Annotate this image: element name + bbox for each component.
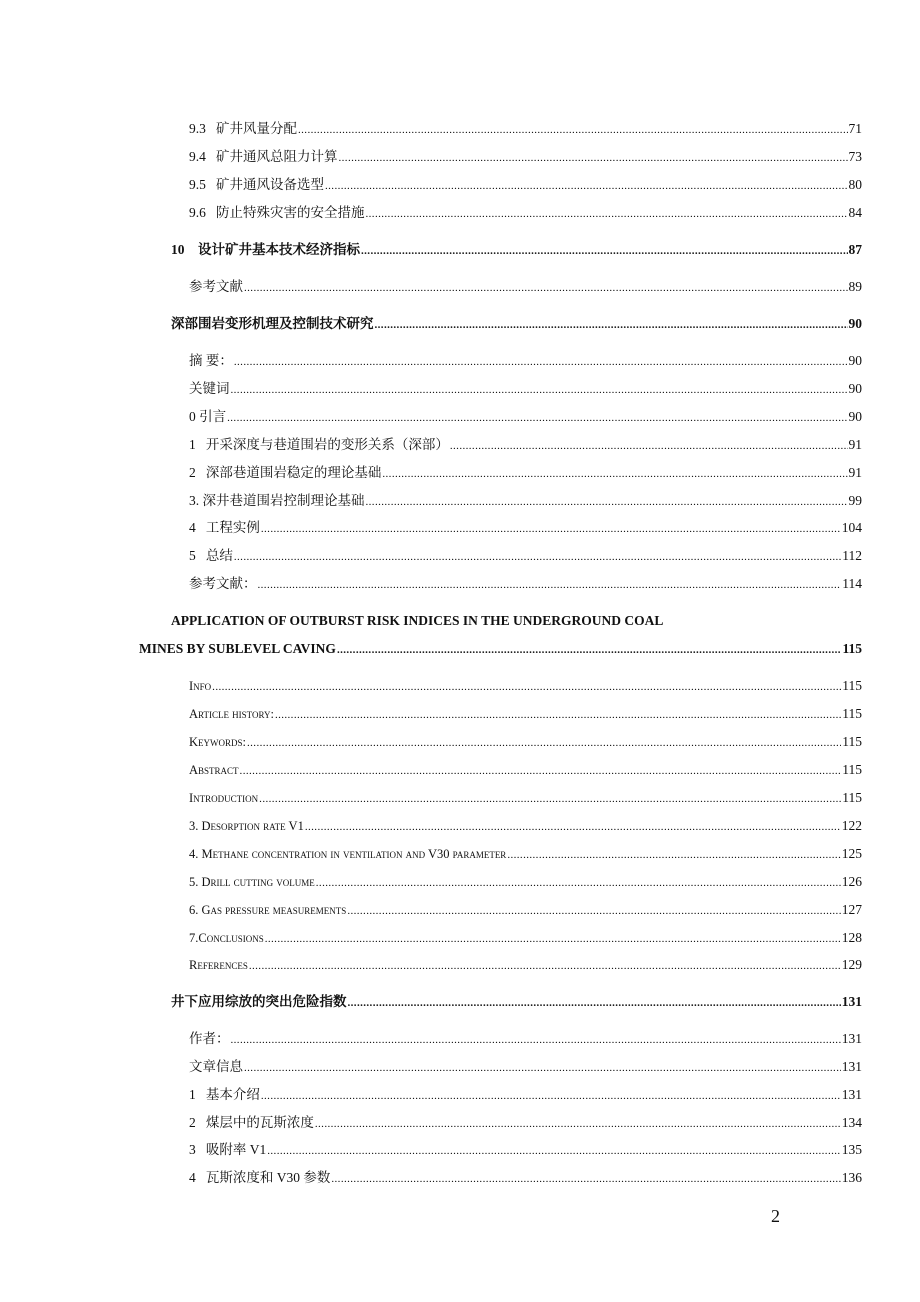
toc-leader-dots (450, 437, 848, 454)
toc-leader-dots (305, 818, 841, 835)
toc-entry-number: 9.6 (189, 205, 206, 220)
toc-entry[interactable] (189, 520, 862, 537)
toc-entry-title: Info (189, 679, 212, 693)
toc-entry-title: 深部巷道围岩稳定的理论基础 (205, 465, 382, 480)
toc-leader-dots (298, 121, 848, 138)
toc-entry-title: 煤层中的瓦斯浓度 (205, 1115, 314, 1130)
toc-entry[interactable] (189, 957, 862, 974)
toc-entry[interactable] (189, 1115, 862, 1132)
toc-leader-dots (507, 846, 840, 863)
toc-entry[interactable] (189, 576, 862, 593)
toc-leader-dots (347, 902, 840, 919)
toc-leader-dots (366, 493, 848, 510)
toc-entry-title: 吸附率 V1 (205, 1142, 267, 1157)
toc-entry[interactable] (189, 381, 862, 398)
toc-entry[interactable] (189, 493, 862, 510)
toc-entry[interactable] (189, 149, 862, 166)
toc-entry[interactable] (189, 1087, 862, 1104)
toc-entry[interactable] (189, 734, 862, 751)
toc-leader-dots (275, 706, 841, 723)
toc-entry-number: 3 (189, 1142, 196, 1157)
toc-entry-title: 3. 深井巷道围岩控制理论基础 (189, 493, 365, 508)
toc-entry[interactable] (189, 762, 862, 779)
toc-entry-title: Introduction (189, 791, 259, 805)
toc-entry-page: 84 (848, 205, 862, 220)
toc-entry-page: 135 (841, 1142, 862, 1157)
toc-leader-dots (259, 790, 841, 807)
toc-leader-dots (234, 548, 841, 565)
toc-leader-dots (240, 762, 842, 779)
toc-entry-title: 作者： (189, 1031, 230, 1046)
toc-leader-dots (267, 1142, 841, 1159)
toc-leader-dots (258, 576, 842, 593)
toc-entry[interactable] (189, 205, 862, 222)
toc-entry[interactable] (189, 1059, 862, 1076)
page-number: 2 (771, 1206, 780, 1226)
toc-entry-page: 115 (842, 641, 862, 656)
toc-leader-dots (244, 279, 848, 296)
toc-leader-dots (325, 177, 848, 194)
toc-leader-dots (261, 1087, 841, 1104)
toc-leader-dots (375, 316, 848, 333)
toc-leader-dots (337, 641, 842, 658)
toc-entry-number: 1 (189, 437, 196, 452)
toc-leader-dots (247, 734, 841, 751)
toc-entry-page: 91 (848, 437, 862, 452)
toc-entry-page: 115 (842, 734, 862, 749)
toc-chapter-heading-line1[interactable]: APPLICATION OF OUTBURST RISK INDICES IN THE UNDERGROUND COAL (171, 613, 664, 628)
toc-leader-dots (227, 409, 847, 426)
toc-leader-dots (366, 205, 848, 222)
toc-entry-page: 128 (841, 930, 862, 945)
toc-entry-title: Article history: (189, 707, 274, 721)
toc-entry-page: 87 (848, 242, 862, 257)
toc-entry[interactable] (189, 874, 862, 891)
toc-entry-page: 115 (842, 790, 862, 805)
toc-leader-dots (212, 678, 841, 695)
toc-entry-title: 瓦斯浓度和 V30 参数 (205, 1170, 331, 1185)
toc-entry[interactable] (189, 930, 862, 947)
toc-leader-dots (244, 1059, 841, 1076)
toc-entry-title: 0 引言 (189, 409, 227, 424)
toc-entry-title: 总结 (205, 548, 233, 563)
toc-entry[interactable] (189, 846, 862, 863)
toc-entry-title: 参考文献： (189, 576, 257, 591)
toc-entry-page: 115 (842, 678, 862, 693)
toc-entry-title: 井下应用综放的突出危险指数 (171, 994, 347, 1009)
toc-entry-page: 112 (842, 548, 862, 563)
toc-entry-page: 136 (841, 1170, 862, 1185)
toc-entry-title: MINES BY SUBLEVEL CAVING (139, 641, 336, 656)
toc-entry[interactable] (189, 678, 862, 695)
toc-entry-title: 参考文献 (189, 279, 243, 294)
toc-entry-page: 71 (848, 121, 862, 136)
toc-chapter-entry[interactable] (171, 242, 862, 259)
toc-entry-number: 2 (189, 1115, 196, 1130)
toc-leader-dots (231, 1031, 841, 1048)
toc-entry[interactable] (189, 902, 862, 919)
toc-entry-title: 关键词 (189, 381, 230, 396)
toc-entry-page: 115 (842, 762, 862, 777)
toc-entry[interactable] (189, 279, 862, 296)
toc-entry-number: 9.4 (189, 149, 206, 164)
toc-entry-page: 114 (842, 576, 862, 591)
toc-entry-page: 90 (848, 316, 862, 331)
toc-entry-page: 122 (841, 818, 862, 833)
toc-entry-number: 4 (189, 1170, 196, 1185)
toc-entry-page: 125 (841, 846, 862, 861)
toc-entry-title: 5. Drill cutting volume (189, 875, 315, 889)
toc-entry-title: 防止特殊灾害的安全措施 (216, 205, 365, 220)
toc-entry-page: 115 (842, 706, 862, 721)
toc-entry-page: 99 (848, 493, 862, 508)
toc-entry-number: 10 (171, 242, 185, 257)
toc-entry-page: 129 (841, 957, 862, 972)
toc-leader-dots (316, 874, 841, 891)
toc-entry[interactable] (189, 790, 862, 807)
toc-chapter-entry[interactable] (171, 316, 862, 333)
toc-entry[interactable] (189, 1142, 862, 1159)
toc-leader-dots (339, 149, 848, 166)
toc-entry-title: References (189, 958, 248, 972)
toc-entry-number: 1 (189, 1087, 196, 1102)
toc-entry[interactable] (189, 818, 862, 835)
toc-entry-title: 深部围岩变形机理及控制技术研究 (171, 316, 374, 331)
toc-leader-dots (348, 994, 841, 1011)
toc-entry-page: 90 (848, 409, 862, 424)
toc-entry[interactable] (189, 465, 862, 482)
toc-leader-dots (234, 353, 848, 370)
toc-entry-title: 4. Methane concentration in ventilation and V30 parameter (189, 847, 507, 861)
toc-entry[interactable] (189, 437, 862, 454)
toc-entry[interactable] (189, 409, 862, 426)
toc-entry-title: 工程实例 (205, 520, 260, 535)
toc-entry-title: 设计矿井基本技术经济指标 (198, 242, 360, 257)
toc-entry-page: 90 (848, 381, 862, 396)
toc-entry-page: 134 (841, 1115, 862, 1130)
toc-leader-dots (265, 930, 841, 947)
toc-entry-title: 3. Desorption rate V1 (189, 819, 304, 833)
toc-entry-title: 摘 要： (189, 353, 233, 368)
toc-entry-title: 矿井通风设备选型 (216, 177, 324, 192)
toc-entry-number: 5 (189, 548, 196, 563)
toc-entry-title: Keywords: (189, 735, 246, 749)
toc-entry-page: 80 (848, 177, 862, 192)
toc-entry-number: 9.5 (189, 177, 206, 192)
toc-entry[interactable] (189, 706, 862, 723)
toc-entry-page: 127 (841, 902, 862, 917)
toc-leader-dots (231, 381, 848, 398)
toc-entry-number: 2 (189, 465, 196, 480)
toc-entry[interactable] (189, 1170, 862, 1187)
toc-entry[interactable] (189, 353, 862, 370)
toc-entry[interactable] (189, 121, 862, 138)
toc-entry[interactable] (189, 1031, 862, 1048)
toc-leader-dots (261, 520, 841, 537)
toc-entry-title: 文章信息 (189, 1059, 243, 1074)
toc-entry-page: 131 (841, 1087, 862, 1102)
toc-chapter-entry[interactable] (171, 994, 862, 1011)
toc-entry-page: 90 (848, 353, 862, 368)
toc-entry-title: 矿井通风总阻力计算 (216, 149, 338, 164)
toc-entry-number: 9.3 (189, 121, 206, 136)
toc-entry-title: 7.Conclusions (189, 931, 264, 945)
toc-leader-dots (331, 1170, 840, 1187)
toc-entry-page: 131 (841, 1059, 862, 1074)
toc-entry-page: 131 (841, 1031, 862, 1046)
toc-entry-title: 6. Gas pressure measurements (189, 903, 347, 917)
toc-entry-page: 126 (841, 874, 862, 889)
toc-leader-dots (382, 465, 847, 482)
toc-leader-dots (249, 957, 841, 974)
toc-entry-title: 开采深度与巷道围岩的变形关系（深部） (205, 437, 449, 452)
toc-chapter-entry[interactable] (139, 641, 862, 658)
toc-entry[interactable] (189, 548, 862, 565)
toc-entry-page: 91 (848, 465, 862, 480)
toc-leader-dots (315, 1115, 841, 1132)
toc-entry-page: 104 (841, 520, 862, 535)
toc-leader-dots (361, 242, 848, 259)
toc-entry-number: 4 (189, 520, 196, 535)
toc-entry-page: 73 (848, 149, 862, 164)
toc-entry-page: 131 (841, 994, 862, 1009)
toc-entry-title: Abstract (189, 763, 239, 777)
toc-entry-page: 89 (848, 279, 862, 294)
toc-entry[interactable] (189, 177, 862, 194)
toc-entry-title: 基本介绍 (205, 1087, 260, 1102)
toc-entry-title: 矿井风量分配 (216, 121, 297, 136)
